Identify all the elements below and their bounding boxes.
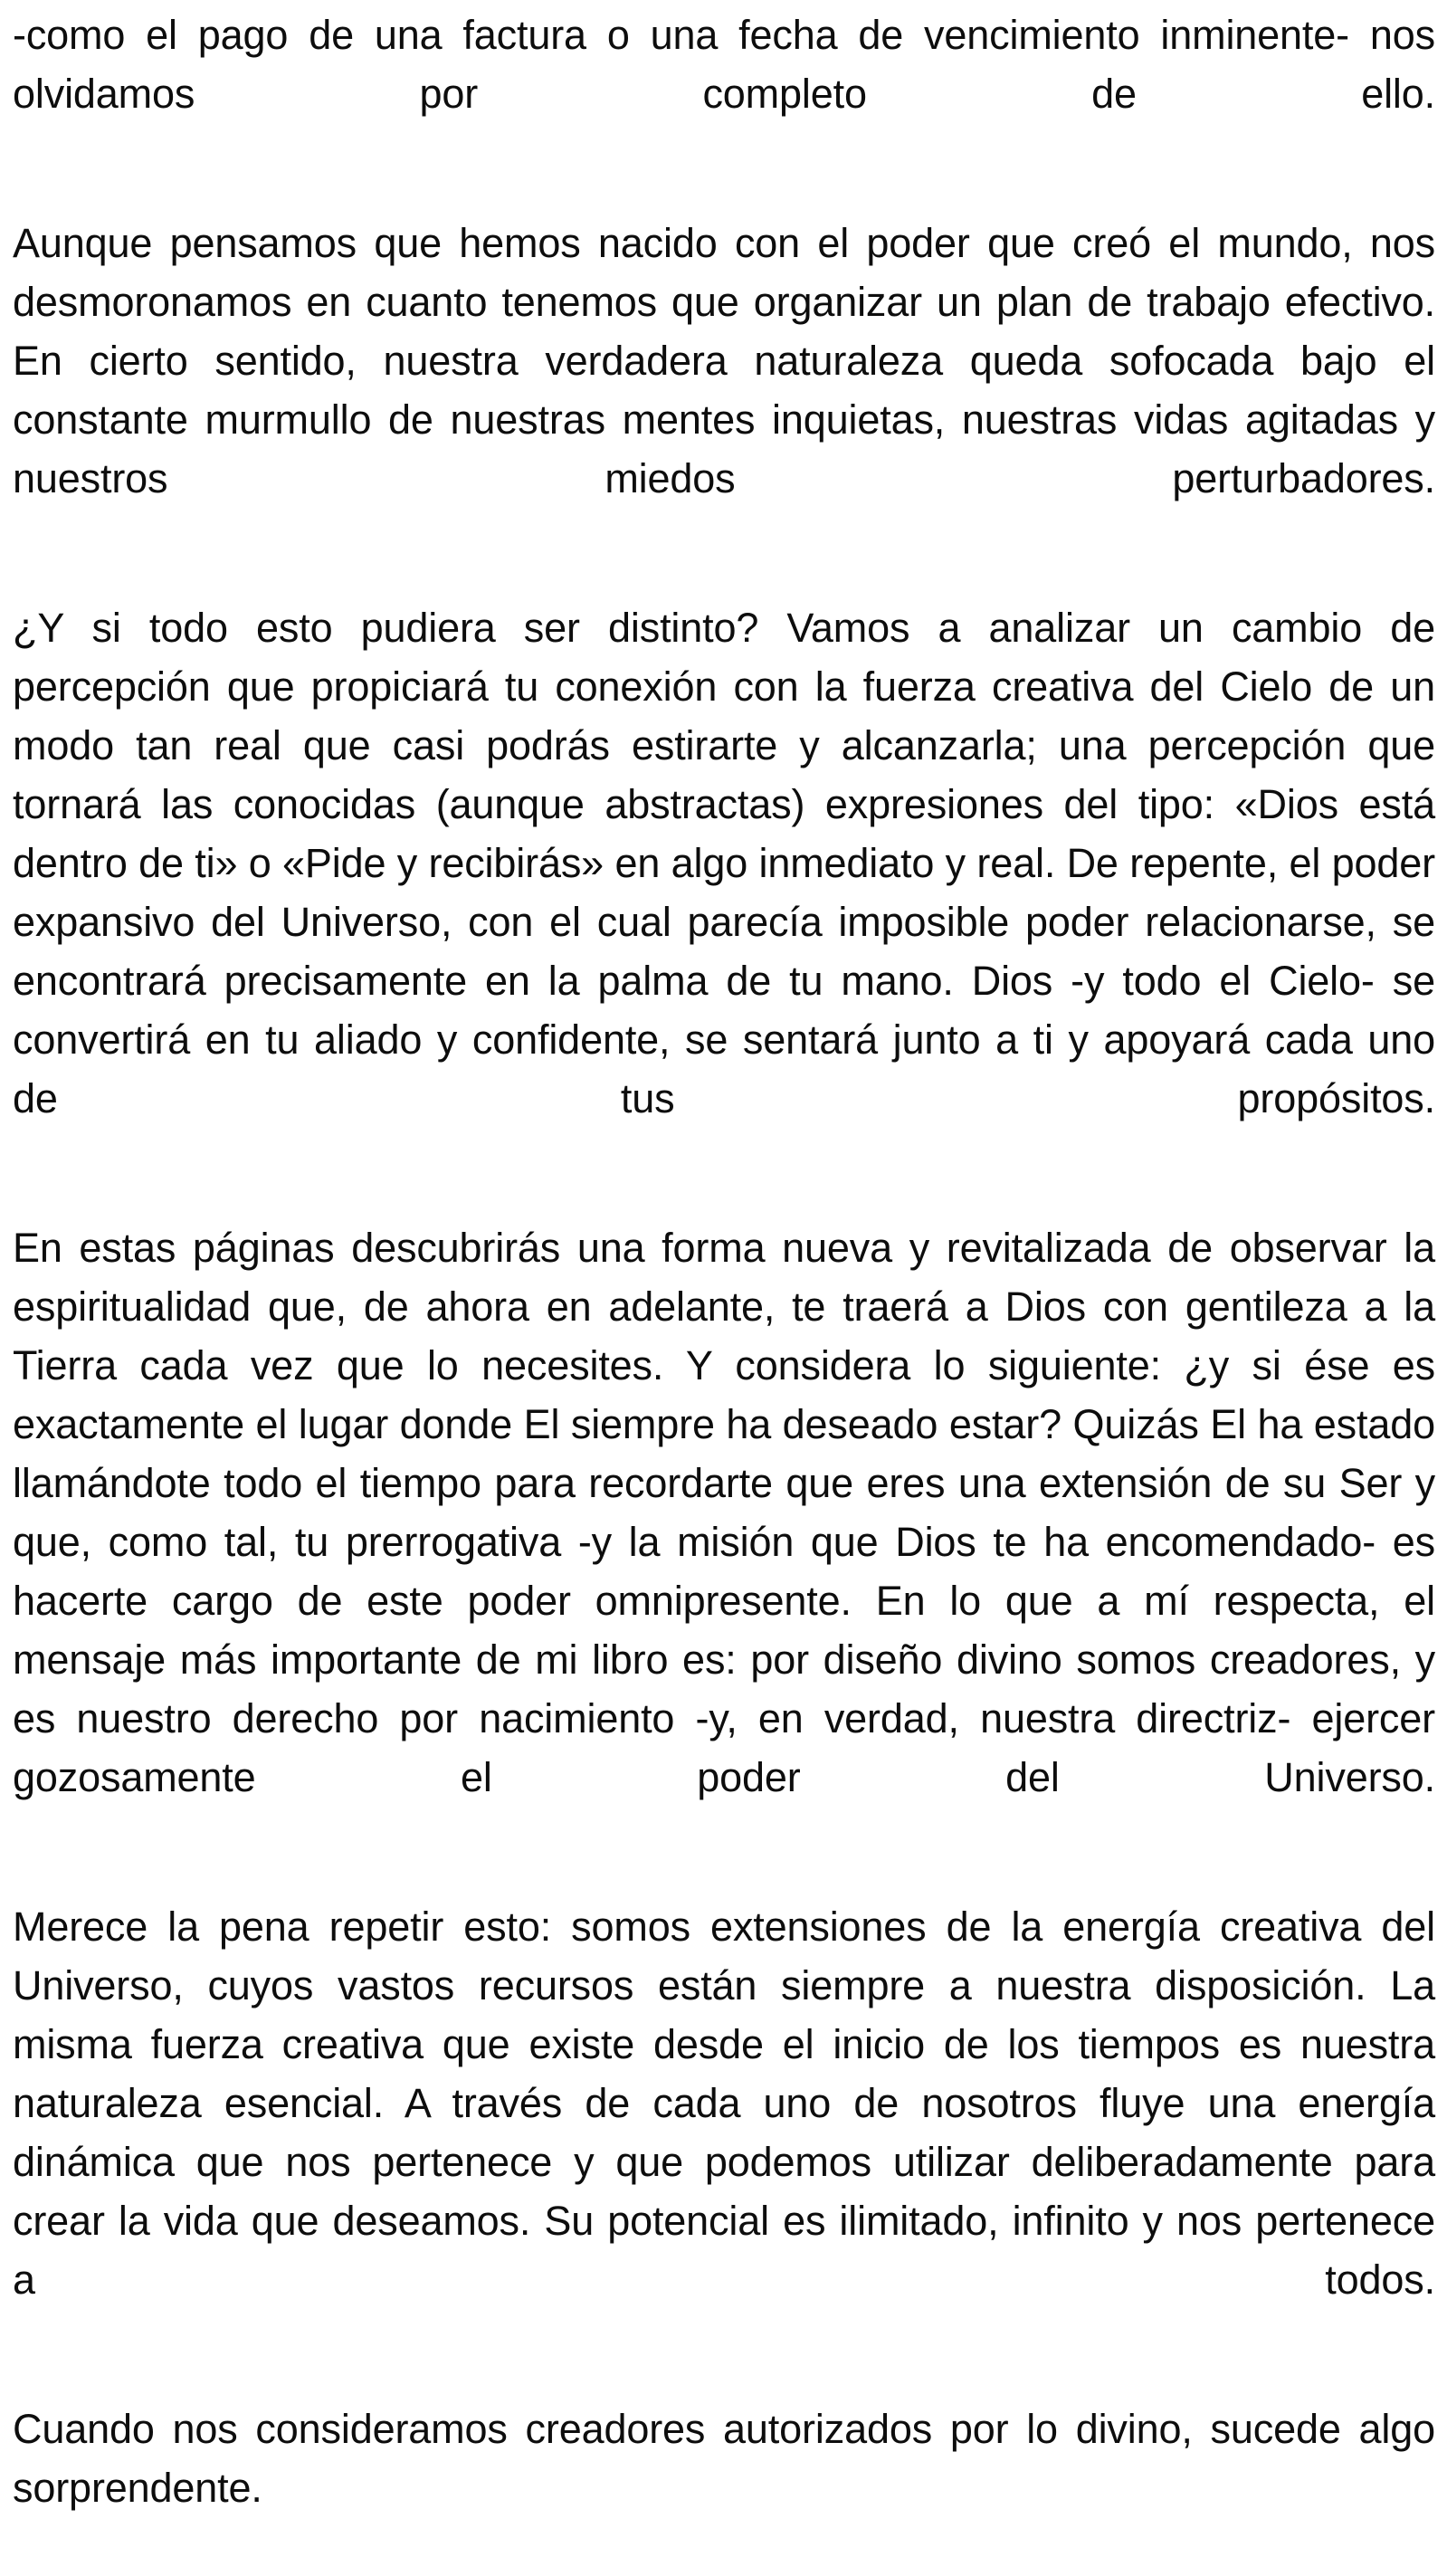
- paragraph-5: Merece la pena repetir esto: somos extensiones de la energía creativa del Universo, cuyos vastos recursos están siempre a nuestra disposición. La misma fuerza creativa que existe desde el inicio de los tiempos es nuestra naturaleza esencial. A través de cada uno de nosotros fluye una energía dinámica que nos pertenece y que podemos utilizar deliberadamente para crear la vida que deseamos. Su potencial es ilimitado, infinito y nos pertenece a todos.: [13, 1903, 1435, 2303]
- paragraph-2: Aunque pensamos que hemos nacido con el poder que creó el mundo, nos desmoronamos en cuanto tenemos que organizar un plan de trabajo efectivo. En cierto sentido, nuestra verdadera naturaleza queda sofocada bajo el constante murmullo de nuestras mentes inquietas, nuestras vidas agitadas y nuestros miedos perturbadores.: [13, 220, 1435, 501]
- paragraph-3: ¿Y si todo esto pudiera ser distinto? Vamos a analizar un cambio de percepción que propiciará tu conexión con la fuerza creativa del Cielo de un modo tan real que casi podrás estirarte y alcanzarla; una percepción que tornará las conocidas (aunque abstractas) expresiones del tipo: «Dios está dentro de ti» o «Pide y recibirás» en algo inmediato y real. De repente, el poder expansivo del Universo, con el cual parecía imposible poder relacionarse, se encontrará precisamente en la palma de tu mano. Dios -y todo el Cielo- se convertirá en tu aliado y confidente, se sentará junto a ti y apoyará cada uno de tus propósitos.: [13, 605, 1435, 1121]
- paragraph-4: En estas páginas descubrirás una forma nueva y revitalizada de observar la espiritualidad que, de ahora en adelante, te traerá a Dios con gentileza a la Tierra cada vez que lo necesites. Y considera lo siguiente: ¿y si ése es exactamente el lugar donde El siempre ha deseado estar? Quizás El ha estado llamándote todo el tiempo para recordarte que eres una extensión de su Ser y que, como tal, tu prerrogativa -y la misión que Dios te ha encomendado- es hacerte cargo de este poder omnipresente. En lo que a mí respecta, el mensaje más importante de mi libro es: por diseño divino somos creadores, y es nuestro derecho por nacimiento -y, en verdad, nuestra directriz- ejercer gozosamente el poder del Universo.: [13, 1225, 1435, 1800]
- paragraph-6: Cuando nos consideramos creadores autorizados por lo divino, sucede algo sorprendente.: [13, 2406, 1435, 2511]
- paragraph-1: -como el pago de una factura o una fecha de vencimiento inminente- nos olvidamos por completo de ello.: [13, 12, 1435, 117]
- body-text-column: [13, 5, 1435, 2576]
